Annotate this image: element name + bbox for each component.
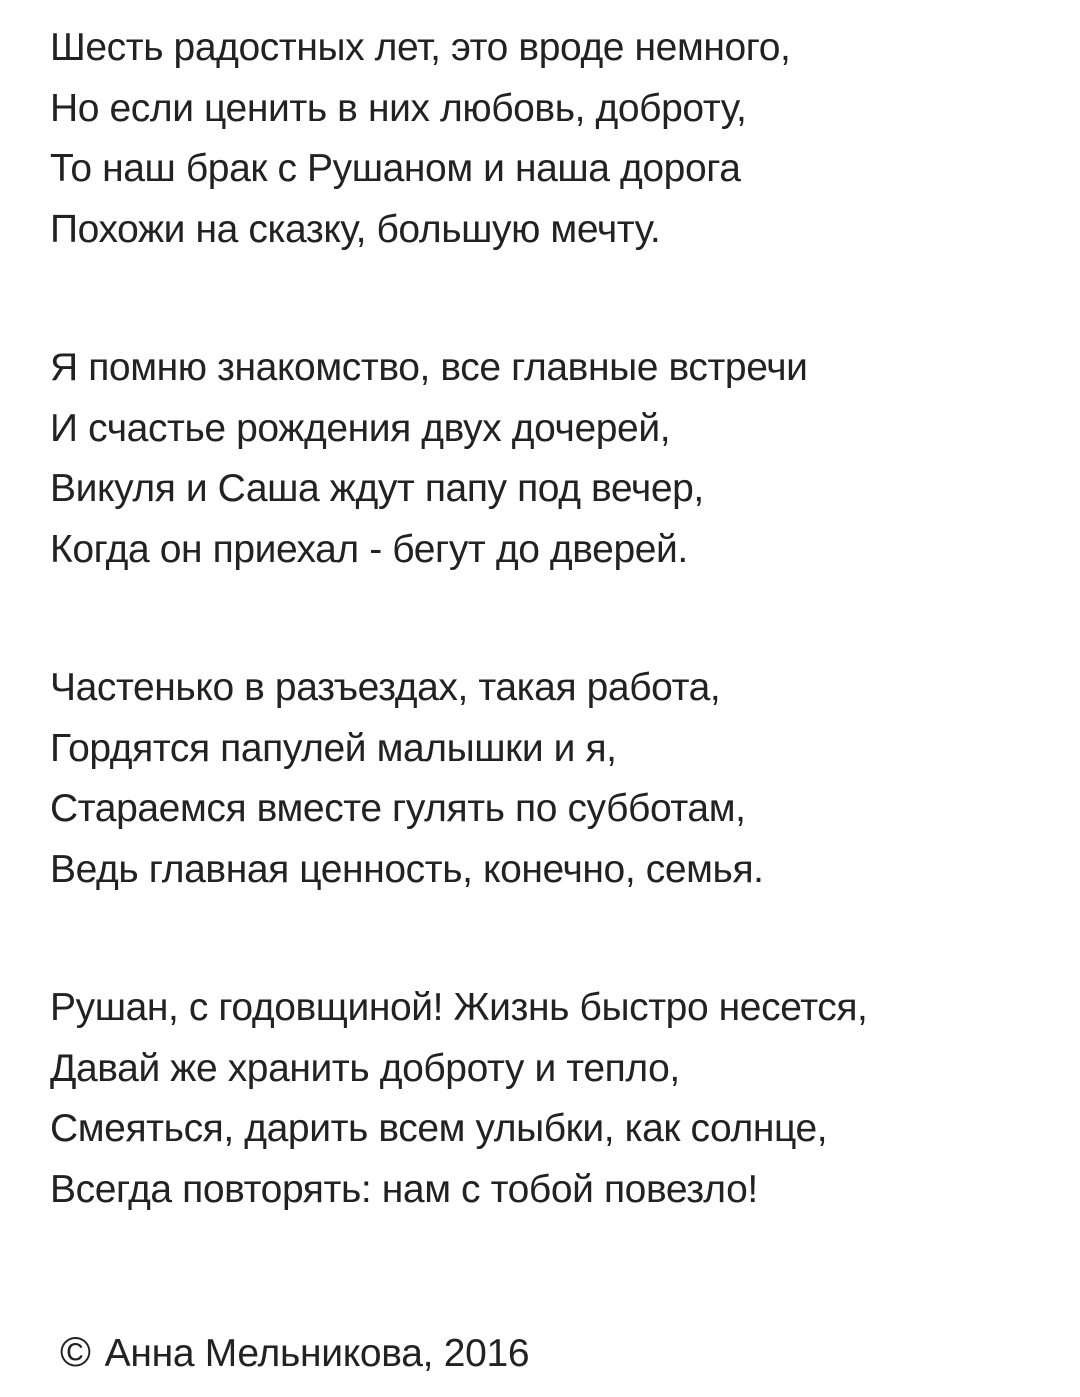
poem-line: Рушан, с годовщиной! Жизнь быстро несется, [50, 986, 868, 1029]
copyright-author: Анна Мельникова, 2016 [104, 1332, 530, 1375]
stanza-4 [50, 978, 1060, 1220]
poem-line: Похожи на сказку, большую мечту. [50, 207, 661, 251]
poem-line: Шесть радостных лет, это вроде немного, [50, 26, 791, 69]
poem-line: Но если ценить в них любовь, доброту, [50, 86, 747, 130]
poem [50, 18, 1060, 1298]
poem-line: То наш брак с Рушаном и наша дорога [50, 147, 741, 190]
poem-line: Гордятся папулей малышки и я, [50, 726, 617, 770]
copyright-line [60, 1322, 529, 1382]
poem-line: Ведь главная ценность, конечно, семья. [50, 847, 764, 891]
poem-line: Стараемся вместе гулять по субботам, [50, 787, 746, 830]
copyright-icon: © [60, 1328, 91, 1375]
stanza-3 [50, 658, 1060, 900]
poem-line: Всегда повторять: нам с тобой повезло! [50, 1167, 758, 1211]
poem-line: Я помню знакомство, все главные встречи [50, 346, 808, 389]
stanza-2 [50, 338, 1060, 580]
poem-line: Когда он приехал - бегут до дверей. [50, 527, 688, 571]
poem-line: Смеяться, дарить всем улыбки, как солнце, [50, 1107, 828, 1150]
poem-line: Давай же хранить доброту и тепло, [50, 1046, 680, 1090]
poem-line: Частенько в разъездах, такая работа, [50, 666, 721, 709]
poem-line: Викуля и Саша ждут папу под вечер, [50, 467, 704, 510]
poem-line: И счастье рождения двух дочерей, [50, 406, 671, 450]
stanza-1 [50, 18, 1060, 260]
